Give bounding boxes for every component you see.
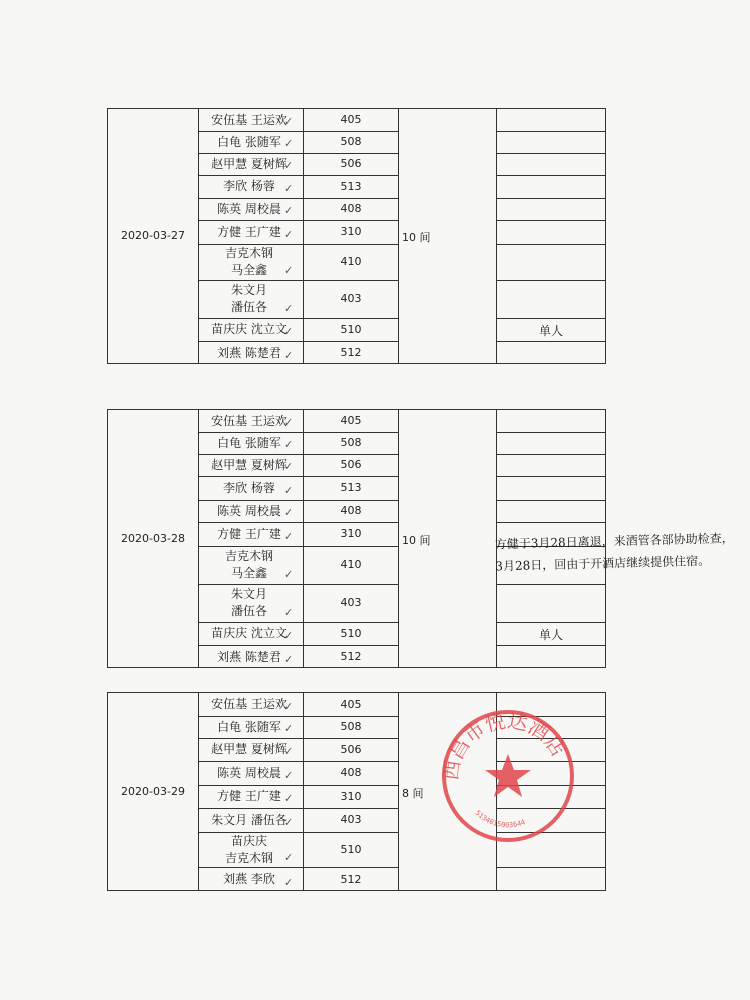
room-number: 508 xyxy=(340,135,362,148)
guest-name-line: 方健 王广建 xyxy=(217,789,281,803)
room-number: 405 xyxy=(340,697,362,711)
row-divider xyxy=(303,341,398,342)
row-divider xyxy=(198,175,303,176)
row-divider xyxy=(303,244,398,245)
row-divider xyxy=(496,244,606,245)
row-divider xyxy=(496,432,606,433)
row-divider xyxy=(496,198,606,199)
row-divider xyxy=(198,131,303,132)
guest-name-line: 赵甲慧 夏树辉 xyxy=(211,457,287,472)
guest-name-line: 赵甲慧 夏树辉 xyxy=(211,156,287,171)
check-mark-icon: ✓ xyxy=(284,530,294,543)
row-divider xyxy=(198,867,303,868)
row-divider xyxy=(303,476,398,477)
row-divider xyxy=(198,198,303,199)
check-mark-icon: ✓ xyxy=(284,115,294,128)
row-divider xyxy=(198,432,303,433)
row-divider xyxy=(198,280,303,281)
guest-name-line: 白龟 张随军 xyxy=(217,719,281,734)
check-mark-icon: ✓ xyxy=(284,629,294,642)
check-mark-icon: ✓ xyxy=(284,460,294,473)
room-number: 403 xyxy=(340,596,362,609)
row-divider xyxy=(303,716,398,717)
room-number: 510 xyxy=(340,842,362,856)
guest-name-line: 白龟 张随军 xyxy=(217,435,281,450)
room-number: 512 xyxy=(340,346,362,359)
room-number: 403 xyxy=(340,292,362,305)
guest-name-line: 安伍基 王运欢 xyxy=(211,112,287,127)
handwritten-line-1: 方健于3月28日离退，来酒管各部协助检查， xyxy=(494,531,734,552)
row-divider xyxy=(198,808,303,809)
room-number: 408 xyxy=(340,202,362,215)
guest-name-line: 朱文月 xyxy=(230,587,267,601)
row-divider xyxy=(496,175,606,176)
row-divider xyxy=(198,476,303,477)
row-divider xyxy=(198,500,303,501)
check-mark-icon: ✓ xyxy=(284,159,294,172)
guest-name-line: 吉克木钢 xyxy=(224,549,273,563)
check-mark-icon: ✓ xyxy=(284,438,294,451)
row-divider xyxy=(303,645,398,646)
row-divider xyxy=(198,522,303,523)
row-divider xyxy=(303,454,398,455)
room-number: 410 xyxy=(340,558,362,571)
guest-name-line: 朱文月 潘伍各 xyxy=(211,812,287,827)
guest-name-line: 刘燕 陈楚君 xyxy=(217,345,281,360)
guest-name-line: 安伍基 王运欢 xyxy=(211,697,287,711)
row-divider xyxy=(496,131,606,132)
row-divider xyxy=(198,785,303,786)
check-mark-icon: ✓ xyxy=(284,182,294,195)
row-divider xyxy=(198,645,303,646)
row-divider xyxy=(303,500,398,501)
room-number: 408 xyxy=(340,504,362,517)
guest-name-line: 方健 王广建 xyxy=(217,526,281,541)
check-mark-icon: ✓ xyxy=(284,851,294,864)
check-mark-icon: ✓ xyxy=(284,228,294,241)
row-divider xyxy=(496,153,606,154)
stay-date: 2020-03-29 xyxy=(121,784,185,798)
row-divider xyxy=(303,622,398,623)
guest-name-line: 苗庆庆 xyxy=(230,833,267,848)
check-mark-icon: ✓ xyxy=(284,137,294,150)
check-mark-icon: ✓ xyxy=(284,816,294,829)
check-mark-icon: ✓ xyxy=(284,792,294,805)
room-count: 10 间 xyxy=(402,533,431,547)
room-number: 510 xyxy=(340,626,362,640)
row-divider xyxy=(198,622,303,623)
check-mark-icon: ✓ xyxy=(284,416,294,429)
room-number: 512 xyxy=(340,650,362,663)
check-mark-icon: ✓ xyxy=(284,606,294,619)
guest-name-line: 陈英 周校晨 xyxy=(217,765,281,780)
room-number: 405 xyxy=(340,414,362,427)
row-divider xyxy=(303,584,398,585)
row-divider xyxy=(496,584,606,585)
guest-name-line: 方健 王广建 xyxy=(217,224,281,239)
room-number: 310 xyxy=(340,225,362,238)
row-divider xyxy=(496,645,606,646)
room-number: 506 xyxy=(340,742,362,756)
row-divider xyxy=(303,318,398,319)
row-divider xyxy=(303,832,398,833)
room-number: 506 xyxy=(340,458,362,471)
row-divider xyxy=(496,454,606,455)
row-divider xyxy=(303,175,398,176)
guest-name-line: 吉克木钢 xyxy=(224,850,273,865)
guest-name-line: 吉克木钢 xyxy=(224,246,273,260)
room-number: 513 xyxy=(340,179,362,193)
row-divider xyxy=(198,341,303,342)
room-number: 408 xyxy=(340,766,362,779)
row-divider xyxy=(303,280,398,281)
row-divider xyxy=(303,522,398,523)
guest-name-line: 李欣 杨蓉 xyxy=(223,179,275,193)
row-divider xyxy=(303,867,398,868)
guest-name-line: 刘燕 陈楚君 xyxy=(217,649,281,664)
check-mark-icon: ✓ xyxy=(284,484,294,497)
row-divider xyxy=(496,622,606,623)
guest-name-line: 白龟 张随军 xyxy=(217,134,281,149)
guest-name-line: 朱文月 xyxy=(230,283,267,297)
remark-cell: 单人 xyxy=(538,628,563,642)
row-divider xyxy=(303,808,398,809)
row-divider xyxy=(303,220,398,221)
row-divider xyxy=(496,341,606,342)
room-number: 510 xyxy=(340,322,362,336)
handwritten-note xyxy=(494,527,750,578)
guest-name-line: 苗庆庆 沈立文 xyxy=(211,626,287,640)
row-divider xyxy=(496,522,606,523)
row-divider xyxy=(198,716,303,717)
row-divider xyxy=(303,198,398,199)
row-divider xyxy=(303,785,398,786)
check-mark-icon: ✓ xyxy=(284,769,294,782)
row-divider xyxy=(303,738,398,739)
row-divider xyxy=(496,476,606,477)
guest-name-line: 马全鑫 xyxy=(230,263,267,277)
guest-name-line: 潘伍各 xyxy=(230,604,267,618)
row-divider xyxy=(198,584,303,585)
row-divider xyxy=(303,432,398,433)
row-divider xyxy=(496,318,606,319)
row-divider xyxy=(303,131,398,132)
check-mark-icon: ✓ xyxy=(284,745,294,758)
row-divider xyxy=(496,500,606,501)
row-divider xyxy=(303,546,398,547)
room-number: 506 xyxy=(340,157,362,170)
room-count: 8 间 xyxy=(402,786,424,800)
room-number: 310 xyxy=(340,527,362,540)
room-count: 10 间 xyxy=(402,231,431,244)
row-divider xyxy=(303,761,398,762)
check-mark-icon: ✓ xyxy=(284,506,294,519)
guest-name-line: 潘伍各 xyxy=(230,300,267,314)
room-number: 405 xyxy=(340,113,362,126)
row-divider xyxy=(198,546,303,547)
room-number: 513 xyxy=(340,481,362,494)
guest-name-line: 马全鑫 xyxy=(230,566,267,580)
check-mark-icon: ✓ xyxy=(284,876,294,889)
check-mark-icon: ✓ xyxy=(284,700,294,713)
row-divider xyxy=(198,738,303,739)
check-mark-icon: ✓ xyxy=(284,204,294,217)
row-divider xyxy=(198,761,303,762)
check-mark-icon: ✓ xyxy=(284,302,294,315)
row-divider xyxy=(198,153,303,154)
room-number: 410 xyxy=(340,255,362,268)
schedule-block xyxy=(107,108,606,364)
room-number: 512 xyxy=(340,872,362,886)
row-divider xyxy=(303,153,398,154)
stay-date: 2020-03-28 xyxy=(121,531,185,545)
guest-name-line: 赵甲慧 夏树辉 xyxy=(211,742,287,756)
remark-cell: 单人 xyxy=(538,324,563,338)
row-divider xyxy=(496,220,606,221)
check-mark-icon: ✓ xyxy=(284,349,294,362)
guest-name-line: 安伍基 王运欢 xyxy=(211,413,287,428)
check-mark-icon: ✓ xyxy=(284,568,294,581)
row-divider xyxy=(198,318,303,319)
check-mark-icon: ✓ xyxy=(284,722,294,735)
row-divider xyxy=(198,454,303,455)
check-mark-icon: ✓ xyxy=(284,653,294,666)
guest-name-line: 陈英 周校晨 xyxy=(217,201,281,216)
row-divider xyxy=(496,867,606,868)
guest-name-line: 刘燕 李欣 xyxy=(223,872,275,886)
room-number: 508 xyxy=(340,436,362,449)
check-mark-icon: ✓ xyxy=(284,264,294,277)
check-mark-icon: ✓ xyxy=(284,325,294,338)
row-divider xyxy=(198,220,303,221)
handwritten-line-2: 3月28日，回由于开酒店继续提供住宿。 xyxy=(495,553,711,574)
guest-name-line: 苗庆庆 沈立文 xyxy=(211,322,287,336)
svg-text:西昌市悦达酒店: 西昌市悦达酒店 xyxy=(438,708,571,782)
svg-text:5134015003644: 5134015003644 xyxy=(473,808,527,830)
room-number: 310 xyxy=(340,789,362,803)
hotel-seal-stamp xyxy=(438,706,578,846)
guest-name-line: 李欣 杨蓉 xyxy=(223,480,275,495)
room-number: 508 xyxy=(340,720,362,733)
guest-name-line: 陈英 周校晨 xyxy=(217,503,281,518)
row-divider xyxy=(496,280,606,281)
room-number: 403 xyxy=(340,813,362,826)
stay-date: 2020-03-27 xyxy=(121,229,185,242)
